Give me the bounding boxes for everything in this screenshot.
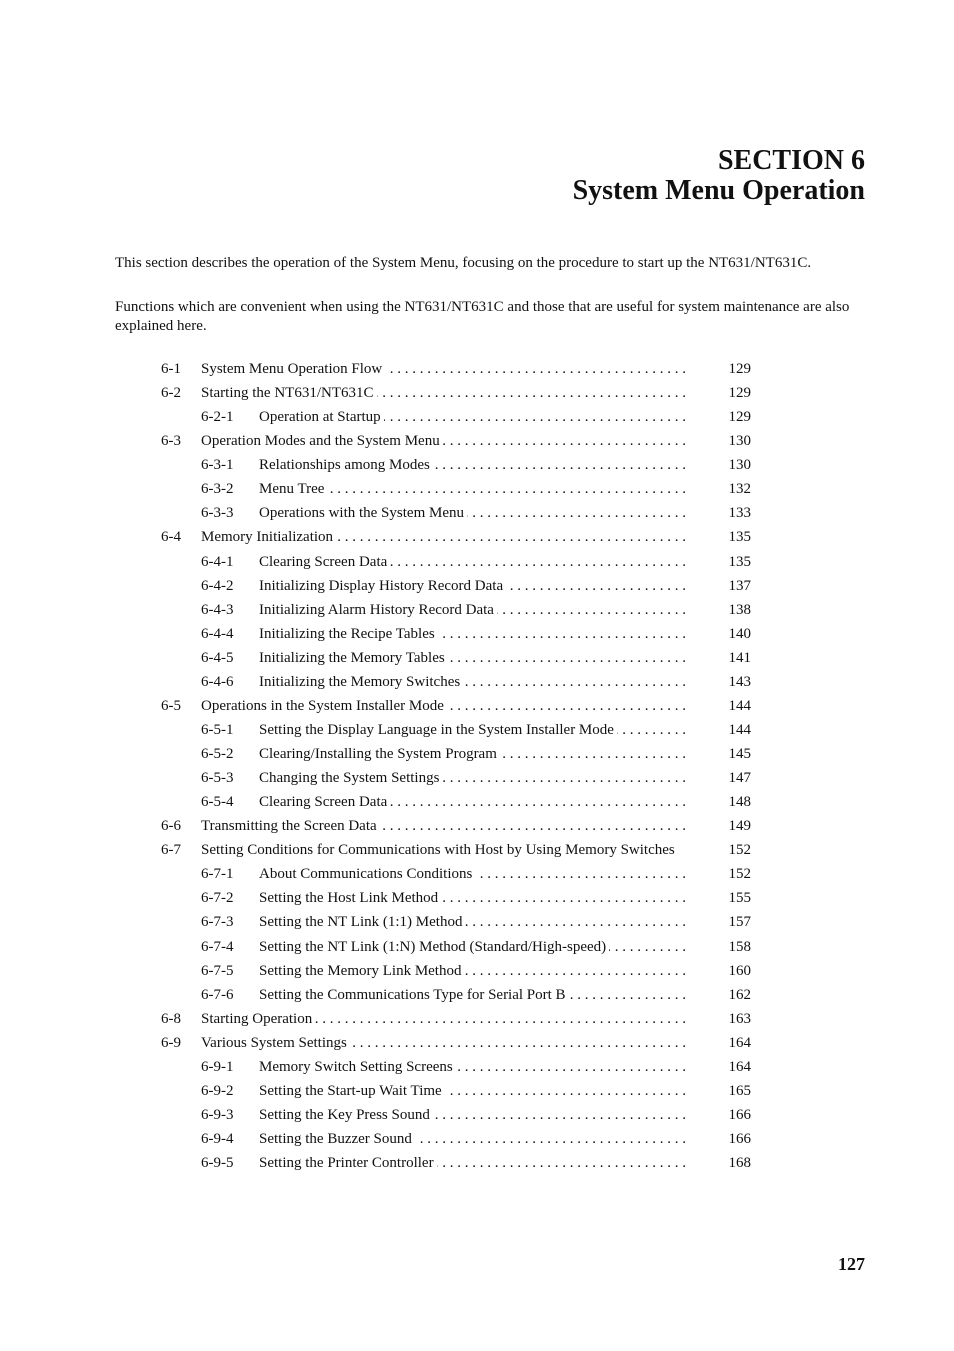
toc-subsection-entry[interactable] (0, 742, 954, 766)
toc-entry-title-leader (201, 357, 686, 381)
toc-entry-title: Setting the Communications Type for Serial Port B (259, 987, 569, 1003)
toc-entry-page: 149 (728, 818, 751, 835)
toc-entry-number: 6-5-2 (201, 746, 234, 762)
toc-subsection-entry[interactable] (0, 670, 954, 694)
toc-entry-title-leader (259, 959, 686, 983)
toc-entry-title-leader (201, 838, 678, 862)
toc-entry-page: 152 (728, 842, 751, 859)
toc-section-entry[interactable] (0, 429, 954, 453)
toc-entry-number: 6-1 (161, 361, 181, 377)
toc-entry-page: 158 (728, 938, 751, 955)
toc-subsection-entry[interactable] (0, 959, 954, 983)
section-label: SECTION 6 (717, 145, 865, 176)
toc-entry-number: 6-4-2 (201, 577, 234, 594)
toc-entry-title: Setting the Display Language in the System Installer Mode (259, 722, 617, 738)
toc-entry-title-leader (259, 574, 686, 598)
toc-entry-title-leader (259, 718, 686, 742)
toc-section-entry[interactable] (0, 381, 954, 405)
toc-entry-number: 6-6 (161, 818, 181, 835)
toc-subsection-entry[interactable] (0, 477, 954, 501)
toc-entry-number: 6-9-2 (201, 1082, 234, 1099)
toc-entry-page: 138 (728, 601, 751, 618)
toc-entry-number: 6-4 (161, 529, 181, 546)
toc-section-entry[interactable] (0, 814, 954, 838)
toc-entry-title-leader (259, 405, 686, 429)
toc-subsection-entry[interactable] (0, 935, 954, 959)
toc-entry-title: Setting the NT Link (1:N) Method (Standard/High-speed) (259, 939, 609, 955)
page-number: 127 (838, 1254, 865, 1274)
toc-entry-number: 6-9-3 (201, 1106, 234, 1123)
toc-entry-title: Setting the NT Link (1:1) Method (259, 914, 465, 930)
toc-entry-title-leader (201, 1007, 686, 1031)
toc-entry-number: 6-7-2 (201, 890, 234, 907)
toc-subsection-entry[interactable] (0, 1151, 954, 1175)
toc-entry-number: 6-7-6 (201, 986, 234, 1003)
toc-entry-title: Relationships among Modes (259, 457, 433, 473)
toc-subsection-entry[interactable] (0, 405, 954, 429)
section-title: System Menu Operation (572, 175, 865, 206)
toc-entry-page: 130 (728, 457, 751, 474)
toc-subsection-entry[interactable] (0, 1127, 954, 1151)
toc-subsection-entry[interactable] (0, 1055, 954, 1079)
toc-entry-page: 144 (728, 697, 751, 714)
toc-entry-title: Operation at Startup (259, 409, 384, 425)
toc-subsection-entry[interactable] (0, 646, 954, 670)
toc-entry-number: 6-9-4 (201, 1131, 234, 1147)
toc-entry-title-leader (259, 501, 686, 525)
toc-entry-number: 6-9-1 (201, 1058, 234, 1075)
toc-entry-title: Setting Conditions for Communications with Host by Using Memory Switches (201, 842, 678, 858)
toc-entry-title-leader (259, 670, 686, 694)
toc-entry-page: 166 (728, 1131, 751, 1147)
toc-entry-title: Memory Initialization (201, 529, 336, 545)
toc-entry-page: 129 (728, 361, 751, 377)
toc-entry-title: Operations in the System Installer Mode (201, 698, 447, 714)
toc-entry-title-leader (259, 1127, 686, 1151)
toc-entry-page: 152 (728, 866, 751, 883)
toc-entry-title-leader (201, 1031, 686, 1055)
toc-entry-number: 6-9 (161, 1034, 181, 1051)
toc-entry-number: 6-3-2 (201, 481, 234, 498)
toc-entry-title: Setting the Host Link Method (259, 890, 441, 906)
toc-entry-title: Various System Settings (201, 1035, 350, 1051)
toc-entry-page: 147 (728, 770, 751, 787)
toc-entry-title-leader (259, 1103, 686, 1127)
toc-entry-title: System Menu Operation Flow (201, 361, 385, 377)
toc-entry-title: Clearing/Installing the System Program (259, 746, 500, 762)
toc-entry-number: 6-5 (161, 697, 181, 714)
toc-entry-title-leader (259, 477, 686, 501)
toc-entry-number: 6-3 (161, 433, 181, 450)
toc-entry-title-leader (259, 935, 686, 959)
toc-entry-number: 6-5-3 (201, 770, 234, 787)
toc-entry-title-leader (259, 598, 686, 622)
toc-entry-title: Operation Modes and the System Menu (201, 433, 443, 449)
toc-subsection-entry[interactable] (0, 910, 954, 934)
toc-entry-page: 164 (728, 1058, 751, 1075)
toc-entry-number: 6-4-4 (201, 625, 234, 642)
toc-entry-number: 6-7-4 (201, 938, 234, 955)
toc-entry-title: Clearing Screen Data (259, 794, 390, 810)
toc-entry-title: Initializing the Memory Tables (259, 650, 448, 666)
toc-entry-title-leader (201, 525, 686, 549)
toc-entry-page: 130 (728, 433, 751, 450)
toc-entry-page: 137 (728, 577, 751, 594)
intro-paragraph-1: This section describes the operation of the System Menu, focusing on the procedure to start up the NT631/NT631C. (115, 255, 812, 271)
toc-entry-number: 6-5-4 (201, 794, 234, 811)
toc-entry-page: 148 (728, 794, 751, 811)
toc-entry-title: Starting Operation (201, 1011, 315, 1027)
toc-subsection-entry[interactable] (0, 622, 954, 646)
toc-entry-number: 6-7-1 (201, 866, 234, 883)
toc-entry-title-leader (201, 814, 686, 838)
toc-entry-title-leader (259, 1151, 686, 1175)
toc-entry-title-leader (259, 1055, 686, 1079)
toc-entry-page: 165 (728, 1082, 751, 1099)
toc-subsection-entry[interactable] (0, 574, 954, 598)
toc-subsection-entry[interactable] (0, 718, 954, 742)
toc-entry-page: 143 (728, 673, 751, 690)
toc-entry-number: 6-3-1 (201, 457, 234, 474)
toc-entry-number: 6-5-1 (201, 721, 234, 738)
toc-entry-page: 145 (728, 746, 751, 762)
table-of-contents (0, 357, 954, 1175)
toc-entry-title-leader (259, 622, 686, 646)
toc-subsection-entry[interactable] (0, 453, 954, 477)
toc-entry-title-leader (259, 910, 686, 934)
toc-entry-title-leader (259, 1079, 686, 1103)
toc-entry-title: Menu Tree (259, 481, 327, 497)
toc-entry-page: 155 (728, 890, 751, 907)
toc-entry-title: Changing the System Settings (259, 770, 442, 786)
toc-entry-number: 6-4-3 (201, 601, 234, 618)
toc-entry-title-leader (201, 429, 686, 453)
toc-entry-number: 6-7-3 (201, 914, 234, 931)
toc-entry-title-leader (259, 550, 686, 574)
toc-entry-title: Setting the Start-up Wait Time (259, 1083, 445, 1099)
toc-section-entry[interactable] (0, 1007, 954, 1031)
toc-entry-title: Clearing Screen Data (259, 554, 390, 570)
toc-entry-title-leader (259, 862, 686, 886)
intro-paragraph-2: Functions which are convenient when using the NT631/NT631C and those that are useful for system maintenance are also explained here. (115, 299, 850, 334)
toc-entry-page: 162 (728, 986, 751, 1003)
toc-entry-page: 141 (728, 649, 751, 666)
toc-entry-title: Memory Switch Setting Screens (259, 1059, 456, 1075)
toc-entry-number: 6-4-1 (201, 553, 234, 570)
toc-entry-number: 6-9-5 (201, 1155, 234, 1172)
toc-entry-title: Initializing Display History Record Data (259, 578, 506, 594)
toc-entry-page: 140 (728, 625, 751, 642)
toc-subsection-entry[interactable] (0, 1103, 954, 1127)
toc-entry-page: 164 (728, 1034, 751, 1051)
toc-entry-title: Starting the NT631/NT631C (201, 385, 377, 401)
toc-entry-page: 135 (728, 529, 751, 546)
toc-entry-page: 160 (728, 962, 751, 979)
toc-entry-title: About Communications Conditions (259, 866, 475, 882)
toc-entry-title-leader (259, 646, 686, 670)
toc-entry-page: 168 (728, 1155, 751, 1172)
toc-entry-title-leader (259, 766, 686, 790)
toc-subsection-entry[interactable] (0, 501, 954, 525)
toc-subsection-entry[interactable] (0, 790, 954, 814)
toc-entry-title-leader (259, 742, 686, 766)
toc-entry-title-leader (201, 694, 686, 718)
toc-entry-number: 6-2 (161, 385, 181, 402)
toc-entry-page: 166 (728, 1106, 751, 1123)
toc-entry-title-leader (259, 983, 686, 1007)
toc-entry-page: 133 (728, 505, 751, 522)
toc-entry-number: 6-3-3 (201, 505, 234, 522)
toc-section-entry[interactable] (0, 525, 954, 549)
toc-entry-page: 129 (728, 385, 751, 402)
toc-subsection-entry[interactable] (0, 1079, 954, 1103)
toc-entry-title: Setting the Printer Controller (259, 1155, 437, 1171)
toc-entry-title: Setting the Key Press Sound (259, 1107, 433, 1123)
toc-entry-title: Setting the Buzzer Sound (259, 1131, 415, 1147)
toc-entry-title: Transmitting the Screen Data (201, 818, 380, 834)
toc-entry-title-leader (259, 453, 686, 477)
toc-entry-title: Operations with the System Menu (259, 505, 467, 521)
toc-subsection-entry[interactable] (0, 886, 954, 910)
toc-subsection-entry[interactable] (0, 766, 954, 790)
toc-section-entry[interactable] (0, 1031, 954, 1055)
toc-entry-title-leader (259, 790, 686, 814)
section-heading (573, 146, 865, 206)
toc-entry-number: 6-8 (161, 1010, 181, 1027)
toc-entry-title: Initializing Alarm History Record Data (259, 602, 497, 618)
toc-subsection-entry[interactable] (0, 550, 954, 574)
toc-entry-number: 6-2-1 (201, 409, 234, 426)
toc-entry-page: 163 (728, 1010, 751, 1027)
toc-section-entry[interactable] (0, 838, 954, 862)
toc-entry-number: 6-4-5 (201, 649, 234, 666)
toc-subsection-entry[interactable] (0, 983, 954, 1007)
toc-entry-number: 6-4-6 (201, 673, 234, 690)
toc-section-entry[interactable] (0, 357, 954, 381)
toc-subsection-entry[interactable] (0, 862, 954, 886)
toc-entry-title-leader (259, 886, 686, 910)
toc-entry-page: 129 (728, 409, 751, 426)
toc-section-entry[interactable] (0, 694, 954, 718)
toc-entry-number: 6-7-5 (201, 962, 234, 979)
toc-entry-title: Initializing the Recipe Tables (259, 626, 438, 642)
toc-entry-title: Initializing the Memory Switches (259, 674, 463, 690)
toc-entry-page: 135 (728, 553, 751, 570)
toc-entry-page: 144 (728, 721, 751, 738)
toc-subsection-entry[interactable] (0, 598, 954, 622)
toc-entry-title-leader (201, 381, 686, 405)
toc-entry-page: 157 (728, 914, 751, 931)
toc-entry-page: 132 (728, 481, 751, 498)
toc-entry-title: Setting the Memory Link Method (259, 963, 464, 979)
toc-entry-number: 6-7 (161, 842, 181, 859)
